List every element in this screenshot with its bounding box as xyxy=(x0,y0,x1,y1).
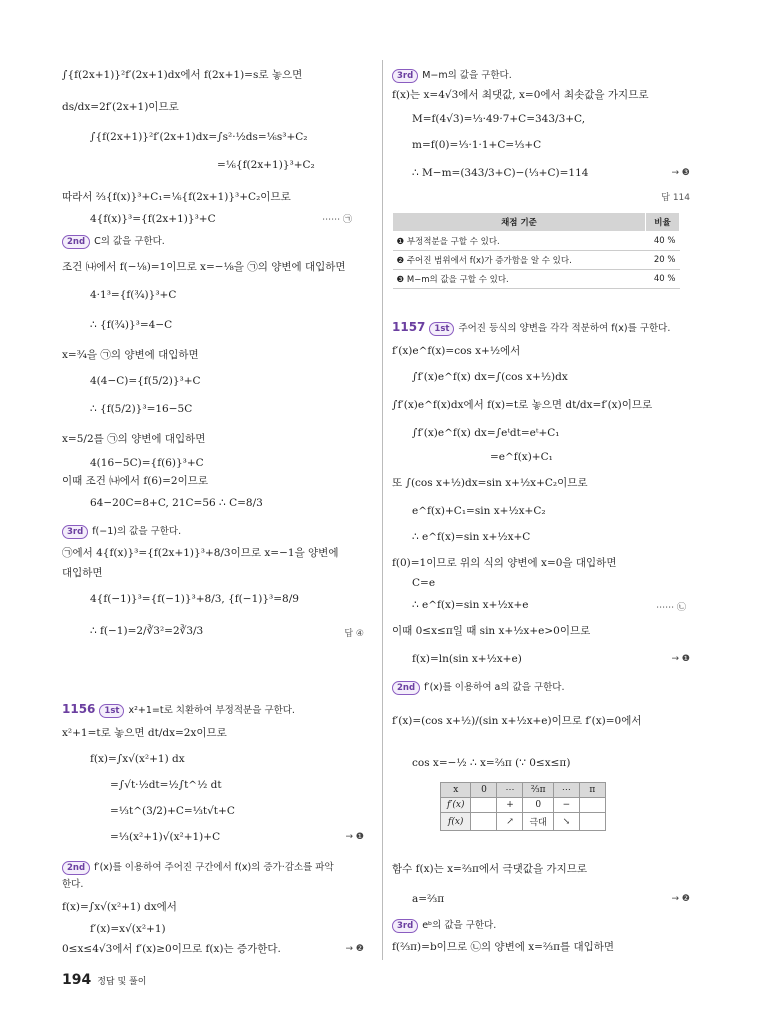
text-line: x=¾을 ㉠의 양변에 대입하면 xyxy=(62,349,199,361)
text-line: ∴ {f(5/2)}³=16−5C xyxy=(90,403,193,415)
step-label: x²+1=t로 치환하여 부정적분을 구한다. xyxy=(128,705,295,716)
section-title: 정답 및 풀이 xyxy=(97,977,147,987)
text-line: 한다. xyxy=(62,879,84,890)
step-label: f(−1)의 값을 구한다. xyxy=(92,526,182,537)
text-line: ds/dx=2f′(2x+1)이므로 xyxy=(62,101,179,113)
table-cell: 0 xyxy=(523,798,553,813)
table-cell: 0 xyxy=(471,783,497,798)
ratio-cell: 40 % xyxy=(646,270,680,289)
table-header-row xyxy=(393,213,680,232)
text-line: ∴ M−m=(343/3+C)−(⅓+C)=114 xyxy=(412,167,589,179)
text-line: 4{f(x)}³={f(2x+1)}³+C xyxy=(90,213,216,225)
table-cell: 극대 xyxy=(523,813,553,831)
page-number: 194 xyxy=(62,972,92,988)
scoring-table xyxy=(392,212,680,289)
text-line: f(⅔π)=b이므로 ㉡의 양변에 x=⅔π를 대입하면 xyxy=(392,941,615,953)
answer-label: 답 114 xyxy=(661,193,690,203)
text-line: ∫f′(x)e^f(x)dx에서 f(x)=t로 놓으면 dt/dx=f′(x)이므로 xyxy=(392,399,653,411)
text-line: cos x=−½ ∴ x=⅔π (∵ 0≤x≤π) xyxy=(412,757,571,769)
step-marker: → ❷ xyxy=(345,944,364,954)
text-line: x=5/2를 ㉠의 양변에 대입하면 xyxy=(62,433,206,445)
text-line: x²+1=t로 놓으면 dt/dx=2x이므로 xyxy=(62,727,227,739)
table-row xyxy=(441,813,606,831)
text-line: 4(4−C)={f(5/2)}³+C xyxy=(90,375,201,387)
step-heading xyxy=(62,860,334,875)
text-line: 또 ∫(cos x+½)dx=sin x+½x+C₂이므로 xyxy=(392,477,588,489)
table-cell: − xyxy=(553,798,579,813)
text-line: f(x)=ln(sin x+½x+e) xyxy=(412,653,522,665)
text-line: a=⅔π xyxy=(412,893,445,905)
table-cell: ⋯ xyxy=(497,783,523,798)
equation-marker: ⋯⋯ ㉠ xyxy=(322,215,352,225)
step-heading xyxy=(62,524,181,539)
text-line: 4{f(−1)}³={f(−1)}³+8/3, {f(−1)}³=8/9 xyxy=(90,593,299,605)
text-line: ∴ {f(¾)}³=4−C xyxy=(90,319,173,331)
problem-number: 1156 xyxy=(62,702,96,716)
table-cell: ↗ xyxy=(497,813,523,831)
text-line: 따라서 ⅔{f(x)}³+C₁=⅙{f(2x+1)}³+C₂이므로 xyxy=(62,191,291,203)
text-line: 대입하면 xyxy=(62,567,103,579)
page-footer xyxy=(62,972,146,988)
table-row xyxy=(393,232,680,251)
step-label: M−m의 값을 구한다. xyxy=(422,70,512,81)
step-label: eᵇ의 값을 구한다. xyxy=(422,920,497,931)
problem-heading xyxy=(392,320,670,336)
text-line: 4(16−5C)={f(6)}³+C xyxy=(90,457,204,469)
step-marker: → ❶ xyxy=(671,654,690,664)
step-heading xyxy=(392,680,564,695)
text-line: ∫f′(x)e^f(x) dx=∫eᵗdt=eᵗ+C₁ xyxy=(412,427,560,439)
step-badge: 2nd xyxy=(62,235,90,249)
step-badge: 3rd xyxy=(62,525,88,539)
text-line: 4·1³={f(¾)}³+C xyxy=(90,289,177,301)
text-line: M=f(4√3)=⅓·49·7+C=343/3+C, xyxy=(412,113,586,125)
text-line: 이때 조건 ㈏에서 f(6)=2이므로 xyxy=(62,475,209,487)
step-label: C의 값을 구한다. xyxy=(94,236,165,247)
step-label: f′(x)를 이용하여 a의 값을 구한다. xyxy=(424,682,565,693)
text-line: =⅓t^(3/2)+C=⅓t√t+C xyxy=(110,805,235,817)
text-line: f(x)는 x=4√3에서 최댓값, x=0에서 최솟값을 가지므로 xyxy=(392,89,649,101)
step-badge: 1st xyxy=(429,322,454,336)
text-line: 64−20C=8+C, 21C=56 ∴ C=8/3 xyxy=(90,497,263,509)
text-line: =∫√t·½dt=½∫t^½ dt xyxy=(110,779,222,791)
problem-number: 1157 xyxy=(392,320,426,334)
table-cell xyxy=(579,798,605,813)
text-line: 이때 0≤x≤π일 때 sin x+½x+e>0이므로 xyxy=(392,625,591,637)
step-label: f′(x)를 이용하여 주어진 구간에서 f(x)의 증가·감소를 파악 xyxy=(94,862,334,873)
step-badge: 3rd xyxy=(392,69,418,83)
table-cell: f′(x) xyxy=(441,798,471,813)
text-line: f(x)=∫x√(x²+1) dx에서 xyxy=(62,901,177,913)
step-badge: 3rd xyxy=(392,919,418,933)
table-cell: ↘ xyxy=(553,813,579,831)
text-line: ∫{f(2x+1)}²f′(2x+1)dx에서 f(2x+1)=s로 놓으면 xyxy=(62,69,303,81)
table-cell xyxy=(471,813,497,831)
equation-marker: ⋯⋯ ㉡ xyxy=(656,603,686,613)
step-heading xyxy=(392,68,512,83)
criterion-cell: ❷ 주어진 범위에서 f(x)가 증가함을 알 수 있다. xyxy=(393,251,646,270)
step-badge: 2nd xyxy=(392,681,420,695)
ratio-cell: 20 % xyxy=(646,251,680,270)
step-badge: 1st xyxy=(99,704,124,718)
text-line: 0≤x≤4√3에서 f′(x)≥0이므로 f(x)는 증가한다. xyxy=(62,943,281,955)
text-line: ∴ e^f(x)=sin x+½x+C xyxy=(412,531,531,543)
text-line: m=f(0)=⅓·1·1+C=⅓+C xyxy=(412,139,542,151)
text-line: f(x)=∫x√(x²+1) dx xyxy=(90,753,185,765)
text-line: 함수 f(x)는 x=⅔π에서 극댓값을 가지므로 xyxy=(392,863,588,875)
text-line: f′(x)=x√(x²+1) xyxy=(90,923,166,935)
text-line: ㉠에서 4{f(x)}³={f(2x+1)}³+8/3이므로 x=−1을 양변에 xyxy=(62,547,339,559)
text-line: =⅓(x²+1)√(x²+1)+C xyxy=(110,831,221,843)
table-row xyxy=(441,798,606,813)
table-row xyxy=(393,251,680,270)
text-line: f′(x)=(cos x+½)/(sin x+½x+e)이므로 f′(x)=0에서 xyxy=(392,715,642,727)
criterion-cell: ❸ M−m의 값을 구할 수 있다. xyxy=(393,270,646,289)
text-line: 조건 ㈏에서 f(−⅛)=1이므로 x=−⅛을 ㉠의 양변에 대입하면 xyxy=(62,261,346,273)
text-line: ∫{f(2x+1)}²f′(2x+1)dx=∫s²·½ds=⅙s³+C₂ xyxy=(90,131,308,143)
table-cell: ⅔π xyxy=(523,783,553,798)
table-row xyxy=(441,783,606,798)
step-heading xyxy=(62,234,165,249)
table-cell: f(x) xyxy=(441,813,471,831)
text-line: ∴ e^f(x)=sin x+½x+e xyxy=(412,599,529,611)
text-line: f′(x)e^f(x)=cos x+½에서 xyxy=(392,345,521,357)
table-cell: ⋯ xyxy=(553,783,579,798)
sign-table xyxy=(440,782,606,831)
text-line: f(0)=1이므로 위의 식의 양변에 x=0을 대입하면 xyxy=(392,557,617,569)
table-cell: x xyxy=(441,783,471,798)
step-label: 주어진 등식의 양변을 각각 적분하여 f(x)를 구한다. xyxy=(458,323,671,334)
step-marker: → ❸ xyxy=(671,168,690,178)
table-cell xyxy=(579,813,605,831)
problem-heading xyxy=(62,702,295,718)
text-line: =e^f(x)+C₁ xyxy=(490,451,553,463)
criterion-cell: ❶ 부정적분을 구할 수 있다. xyxy=(393,232,646,251)
step-badge: 2nd xyxy=(62,861,90,875)
text-line: =⅙{f(2x+1)}³+C₂ xyxy=(217,159,315,171)
table-cell xyxy=(471,798,497,813)
step-marker: → ❶ xyxy=(345,832,364,842)
text-line: ∴ f(−1)=2/∛3²=2∛3/3 xyxy=(90,625,204,637)
step-marker: → ❷ xyxy=(671,894,690,904)
answer-label: 답 ④ xyxy=(344,629,364,639)
step-heading xyxy=(392,918,496,933)
text-line: C=e xyxy=(412,577,436,589)
text-line: e^f(x)+C₁=sin x+½x+C₂ xyxy=(412,505,546,517)
ratio-cell: 40 % xyxy=(646,232,680,251)
text-line: ∫f′(x)e^f(x) dx=∫(cos x+½)dx xyxy=(412,371,568,383)
column-divider xyxy=(382,60,383,960)
column-header: 채점 기준 xyxy=(393,213,646,232)
table-cell: π xyxy=(579,783,605,798)
table-cell: + xyxy=(497,798,523,813)
table-row xyxy=(393,270,680,289)
column-header: 비율 xyxy=(646,213,680,232)
